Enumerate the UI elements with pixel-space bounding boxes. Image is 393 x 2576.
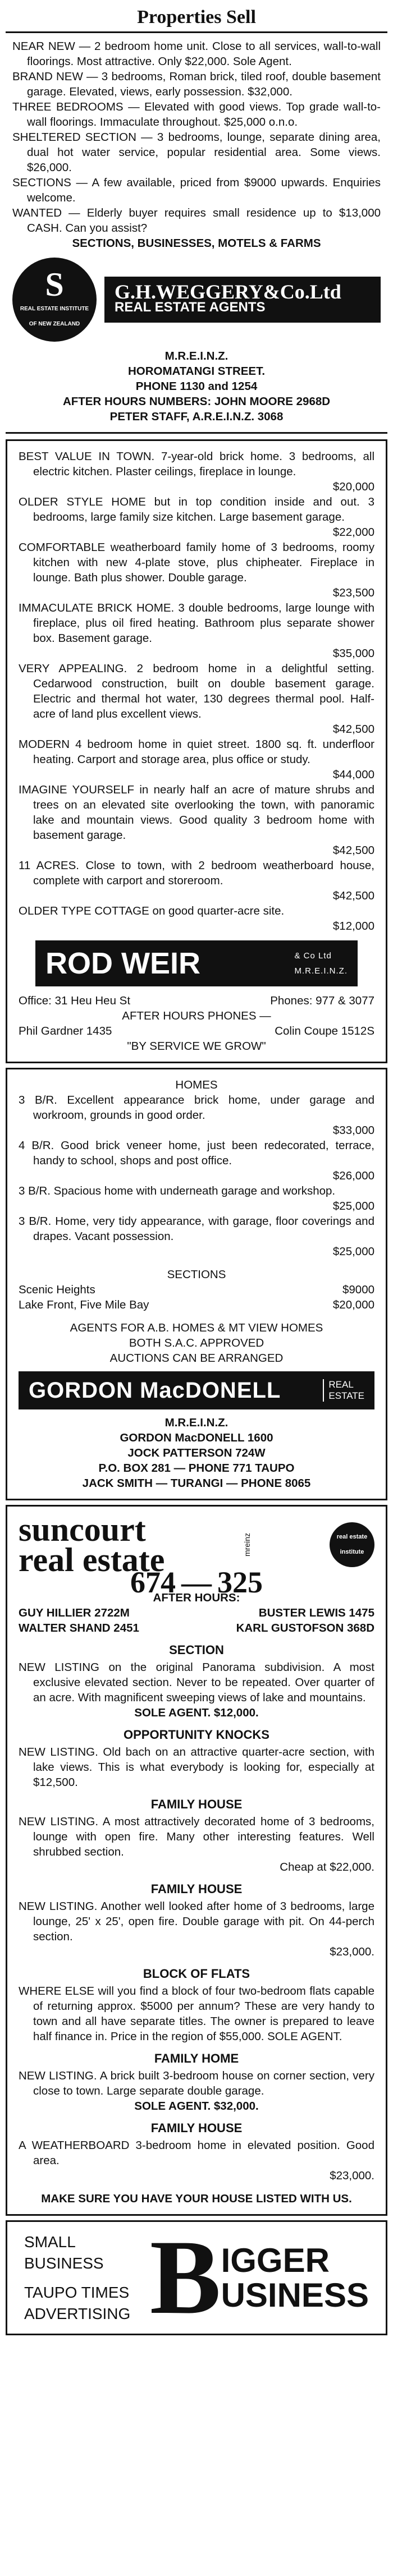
seal-letter: S bbox=[45, 266, 64, 303]
suncourt-phone-dash: — bbox=[181, 1565, 212, 1599]
rodweir-logo-mreinz: M.R.E.I.N.Z. bbox=[294, 966, 348, 976]
bigger-business-ad bbox=[6, 2220, 387, 2335]
listing-text: 4 B/R. Good brick veneer home, just been redecorated, terrace, handy to school, shops and post office. bbox=[19, 1139, 374, 1167]
weggery-firm-sub: REAL ESTATE AGENTS bbox=[115, 300, 266, 315]
suncourt-closing: MAKE SURE YOU HAVE YOUR HOUSE LISTED WITH US. bbox=[41, 2192, 352, 2205]
contact-right: KARL GUSTOFSON 368D bbox=[236, 1622, 374, 1634]
section-price: $9000 bbox=[342, 1283, 374, 1296]
block-heading: FAMILY HOUSE bbox=[150, 1797, 243, 1811]
listing-price: $42,500 bbox=[332, 889, 374, 902]
suncourt-contacts bbox=[19, 1605, 374, 1636]
list-item bbox=[19, 1797, 374, 1875]
listing-text: OLDER STYLE HOME but in top condition inside and out. 3 bedrooms, large family size kitchen. Large basement garage. bbox=[19, 495, 374, 524]
listing-price: $25,000 bbox=[332, 1200, 374, 1213]
gordon-logo bbox=[19, 1371, 374, 1409]
list-item bbox=[19, 858, 374, 903]
listing-text: WANTED — Elderly buyer requires small residence up to $13,000 CASH. Can you assist? bbox=[12, 206, 381, 235]
section-label: Lake Front, Five Mile Bay bbox=[19, 1298, 149, 1311]
weggery-ad bbox=[6, 36, 387, 426]
contact-left: GUY HILLIER 2722M bbox=[19, 1606, 130, 1619]
rodweir-motto: "BY SERVICE WE GROW" bbox=[127, 1040, 266, 1053]
gordon-agents-3: AUCTIONS CAN BE ARRANGED bbox=[109, 1352, 284, 1365]
block-heading: FAMILY HOME bbox=[154, 2051, 239, 2065]
list-item bbox=[19, 1214, 374, 1259]
rodweir-contact-1: Phil Gardner 1435 bbox=[19, 1025, 112, 1037]
list-item bbox=[19, 1881, 374, 1959]
rodweir-after-hours: AFTER HOURS PHONES — bbox=[122, 1009, 271, 1022]
suncourt-phone-1: 674 bbox=[130, 1565, 176, 1599]
gordon-logo-name: GORDON MacDONELL bbox=[29, 1377, 281, 1403]
listing-price: $20,000 bbox=[332, 480, 374, 493]
list-item bbox=[19, 1282, 374, 1297]
section-label: Scenic Heights bbox=[19, 1283, 95, 1296]
suncourt-blocks bbox=[19, 1642, 374, 2183]
suncourt-mreinz: mreinz bbox=[242, 1532, 252, 1556]
listing-text: SECTIONS — A few available, priced from $9000 upwards. Enquiries welcome. bbox=[12, 176, 381, 204]
seal-text: REAL ESTATE INSTITUTE OF NEW ZEALAND bbox=[20, 306, 89, 327]
listing-text: IMMACULATE BRICK HOME. 3 double bedrooms, large lounge with fireplace, plus oil fired heating. Bathroom plus separate shower box. Basement garage. bbox=[19, 601, 374, 645]
gordon-ad bbox=[6, 1068, 387, 1500]
listing-text: IMAGINE YOURSELF in nearly half an acre of mature shrubs and trees on an elevated site overlooking the town, with panoramic lake and mountain views. Good quality 3 bedroom home with basement garage. bbox=[19, 783, 374, 842]
list-item bbox=[19, 1966, 374, 2044]
weggery-after-hours: AFTER HOURS NUMBERS: JOHN MOORE 2968D bbox=[62, 395, 331, 408]
list-item bbox=[19, 540, 374, 600]
list-item bbox=[19, 2051, 374, 2114]
list-item bbox=[19, 1727, 374, 1790]
listing-price: $12,000 bbox=[332, 920, 374, 933]
block-text: NEW LISTING. A most attractively decorated home of 3 bedrooms, lounge with open fire. Many other interesting features. Well shrubbed section. bbox=[19, 1815, 374, 1858]
contact-right: BUSTER LEWIS 1475 bbox=[258, 1606, 374, 1619]
gordon-homes-heading: HOMES bbox=[175, 1078, 218, 1091]
weggery-phone: PHONE 1130 and 1254 bbox=[135, 380, 258, 393]
list-item bbox=[19, 600, 374, 661]
listing-price: $44,000 bbox=[332, 768, 374, 781]
rodweir-office: Office: 31 Heu Heu St bbox=[19, 994, 131, 1007]
weggery-listings bbox=[12, 39, 381, 236]
list-item bbox=[19, 782, 374, 858]
bigbiz-right bbox=[149, 2219, 369, 2336]
institute-seal bbox=[12, 258, 97, 342]
listing-price: $35,000 bbox=[332, 647, 374, 660]
block-heading: OPPORTUNITY KNOCKS bbox=[124, 1728, 269, 1742]
listing-price: $26,000 bbox=[332, 1169, 374, 1182]
weggery-street: HOROMATANGI STREET. bbox=[127, 365, 266, 378]
suncourt-after-hours: AFTER HOURS: bbox=[153, 1591, 240, 1604]
bigbiz-big-letter: B bbox=[149, 2219, 221, 2336]
bigbiz-left-1: SMALL bbox=[24, 2233, 76, 2251]
list-item bbox=[19, 1183, 374, 1214]
list-item bbox=[19, 1297, 374, 1312]
list-item bbox=[19, 1642, 374, 1720]
suncourt-badge: real estate institute bbox=[330, 1522, 374, 1567]
gordon-sections-list bbox=[19, 1282, 374, 1312]
gordon-contact-1: GORDON MacDONELL 1600 bbox=[120, 1431, 273, 1444]
rodweir-listings bbox=[19, 449, 374, 934]
rodweir-phones: Phones: 977 & 3077 bbox=[270, 994, 374, 1007]
listing-price: $22,000 bbox=[332, 526, 374, 539]
listing-price: $23,500 bbox=[332, 586, 374, 599]
suncourt-ad bbox=[6, 1505, 387, 2216]
gordon-agents-2: BOTH S.A.C. APPROVED bbox=[129, 1337, 264, 1349]
contact-row bbox=[19, 1620, 374, 1636]
block-heading: SECTION bbox=[169, 1643, 224, 1657]
list-item bbox=[19, 1138, 374, 1183]
listing-text: SHELTERED SECTION — 3 bedrooms, lounge, separate dining area, dual hot water service, popular residential area. Some views. $26,000. bbox=[12, 131, 381, 174]
rodweir-office-row bbox=[19, 993, 374, 1008]
block-heading: BLOCK OF FLATS bbox=[143, 1967, 250, 1981]
page bbox=[6, 0, 387, 2340]
listing-text: OLDER TYPE COTTAGE on good quarter-acre site. bbox=[19, 904, 285, 917]
list-item bbox=[19, 449, 374, 494]
listing-text: BRAND NEW — 3 bedrooms, Roman brick, tiled roof, double basement garage. Elevated, views, early possession. $32,000. bbox=[12, 70, 381, 98]
block-text: NEW LISTING. Old bach on an attractive quarter-acre section, with lake views. This is what everybody is looking for, especially at $12,500. bbox=[19, 1746, 374, 1789]
listing-text: 3 B/R. Excellent appearance brick home, under garage and workroom, grounds in good order. bbox=[19, 1094, 374, 1122]
section-price: $20,000 bbox=[332, 1298, 374, 1311]
gordon-logo-tag-1: REAL bbox=[328, 1379, 354, 1390]
block-footer: Cheap at $22,000. bbox=[280, 1861, 374, 1874]
weggery-mreinz: M.R.E.I.N.Z. bbox=[164, 350, 229, 362]
block-heading: FAMILY HOUSE bbox=[150, 2121, 243, 2135]
listing-price: $42,500 bbox=[332, 723, 374, 736]
bigbiz-word-1: IGGER bbox=[221, 2241, 330, 2279]
rodweir-contacts bbox=[19, 1023, 374, 1039]
rodweir-logo-co: & Co Ltd bbox=[294, 951, 332, 961]
contact-row bbox=[19, 1605, 374, 1620]
block-heading: FAMILY HOUSE bbox=[150, 1882, 243, 1896]
block-text: NEW LISTING. A brick built 3-bedroom house on corner section, very close to town. Large separate double garage. bbox=[19, 2069, 374, 2097]
divider bbox=[6, 432, 387, 434]
list-item bbox=[19, 903, 374, 934]
rodweir-contact-2: Colin Coupe 1512S bbox=[275, 1025, 374, 1037]
listing-text: THREE BEDROOMS — Elevated with good views. Top grade wall-to-wall floorings. Immaculate throughout. $25,000 o.n.o. bbox=[12, 100, 381, 128]
weggery-firm-name: G.H.WEGGERY&Co.Ltd bbox=[115, 281, 341, 303]
block-text: WHERE ELSE will you find a block of four two-bedroom flats capable of returning approx. $5000 per annum? These are very handy to town and all have separate titles. The owner is prepared to leave half finance in. Price in the region of $55,000. SOLE AGENT. bbox=[19, 1985, 374, 2043]
gordon-sections-heading: SECTIONS bbox=[167, 1268, 226, 1281]
rodweir-logo-name: ROD WEIR bbox=[45, 946, 200, 980]
listing-price: $33,000 bbox=[332, 1124, 374, 1137]
listing-text: BEST VALUE IN TOWN. 7-year-old brick home. 3 bedrooms, all electric kitchen. Plaster ceilings, fireplace in lounge. bbox=[19, 450, 374, 478]
bigbiz-left-3: TAUPO TIMES bbox=[24, 2283, 130, 2301]
block-footer: SOLE AGENT. $12,000. bbox=[134, 1706, 259, 1719]
block-text: A WEATHERBOARD 3-bedroom home in elevated position. Good area. bbox=[19, 2139, 374, 2167]
list-item bbox=[19, 661, 374, 737]
bigbiz-left-4: ADVERTISING bbox=[24, 2304, 131, 2322]
bigbiz-left-2: BUSINESS bbox=[24, 2254, 104, 2272]
list-item bbox=[19, 737, 374, 782]
listing-text: NEAR NEW — 2 bedroom home unit. Close to all services, wall-to-wall floorings. Most attractive. Only $22,000. Sole Agent. bbox=[12, 40, 381, 68]
suncourt-phone-2: 325 bbox=[217, 1565, 263, 1599]
rodweir-logo-tag bbox=[295, 948, 348, 979]
weggery-staff: PETER STAFF, A.R.E.I.N.Z. 3068 bbox=[109, 410, 284, 423]
listing-text: 3 B/R. Home, very tidy appearance, with garage, floor coverings and drapes. Vacant possession. bbox=[19, 1215, 374, 1243]
rodweir-ad bbox=[6, 439, 387, 1063]
gordon-contact-2: JOCK PATTERSON 724W bbox=[127, 1447, 266, 1459]
listing-price: $25,000 bbox=[332, 1245, 374, 1258]
block-footer: $23,000. bbox=[330, 1945, 374, 1958]
gordon-agents-1: AGENTS FOR A.B. HOMES & MT VIEW HOMES bbox=[70, 1321, 323, 1334]
gordon-contact-4: JACK SMITH — TURANGI — PHONE 8065 bbox=[82, 1477, 311, 1490]
listing-text: COMFORTABLE weatherboard family home of 3 bedrooms, roomy kitchen with new 4-plate stove, plus chipheater. Fireplace in lounge. Bath plus shower. Double garage. bbox=[19, 541, 374, 584]
weggery-banner bbox=[104, 277, 381, 323]
list-item bbox=[19, 494, 374, 540]
block-text: NEW LISTING on the original Panorama subdivision. A most exclusive elevated section. Never to be repeated. Over quarter of an acre. With magnificent sweeping views of lake and mountains. bbox=[19, 1661, 374, 1704]
weggery-logo bbox=[12, 258, 381, 342]
block-text: NEW LISTING. Another well looked after home of 3 bedrooms, large lounge, 25' x 25', open fire. Double garage with pit. On 44-perch section. bbox=[19, 1900, 374, 1943]
gordon-mreinz: M.R.E.I.N.Z. bbox=[164, 1416, 229, 1429]
listing-text: VERY APPEALING. 2 bedroom home in a delightful setting. Cedarwood construction, built on double basement garage. Electric and thermal hot water, 130 degrees thermal pool. Half-acre of land plus excellent views. bbox=[19, 662, 374, 720]
suncourt-logo-1: suncourt bbox=[19, 1511, 146, 1548]
bigbiz-words bbox=[221, 2243, 369, 2313]
listing-text: MODERN 4 bedroom home in quiet street. 1800 sq. ft. underfloor heating. Carport and storage area, plus office or study. bbox=[19, 738, 374, 766]
gordon-logo-tag bbox=[323, 1379, 364, 1402]
listing-text: 11 ACRES. Close to town, with 2 bedroom weatherboard house, complete with carport and storeroom. bbox=[19, 859, 374, 887]
gordon-contact-3: P.O. BOX 281 — PHONE 771 TAUPO bbox=[98, 1462, 295, 1475]
block-footer: SOLE AGENT. $32,000. bbox=[134, 2100, 259, 2113]
list-item bbox=[19, 1092, 374, 1138]
page-title: Properties Sell bbox=[6, 0, 387, 33]
bigbiz-left bbox=[24, 2231, 130, 2325]
contact-left: WALTER SHAND 2451 bbox=[19, 1622, 139, 1634]
listing-price: $42,500 bbox=[332, 844, 374, 857]
listing-text: 3 B/R. Spacious home with underneath garage and workshop. bbox=[19, 1184, 336, 1197]
gordon-logo-tag-2: ESTATE bbox=[328, 1390, 364, 1401]
rodweir-logo bbox=[35, 940, 358, 986]
weggery-tagline: SECTIONS, BUSINESSES, MOTELS & FARMS bbox=[72, 237, 321, 250]
gordon-homes-list bbox=[19, 1092, 374, 1259]
block-footer: $23,000. bbox=[330, 2169, 374, 2182]
bigbiz-word-2: USINESS bbox=[221, 2276, 369, 2314]
suncourt-logo-2: real estate bbox=[19, 1541, 165, 1578]
list-item bbox=[19, 2120, 374, 2183]
